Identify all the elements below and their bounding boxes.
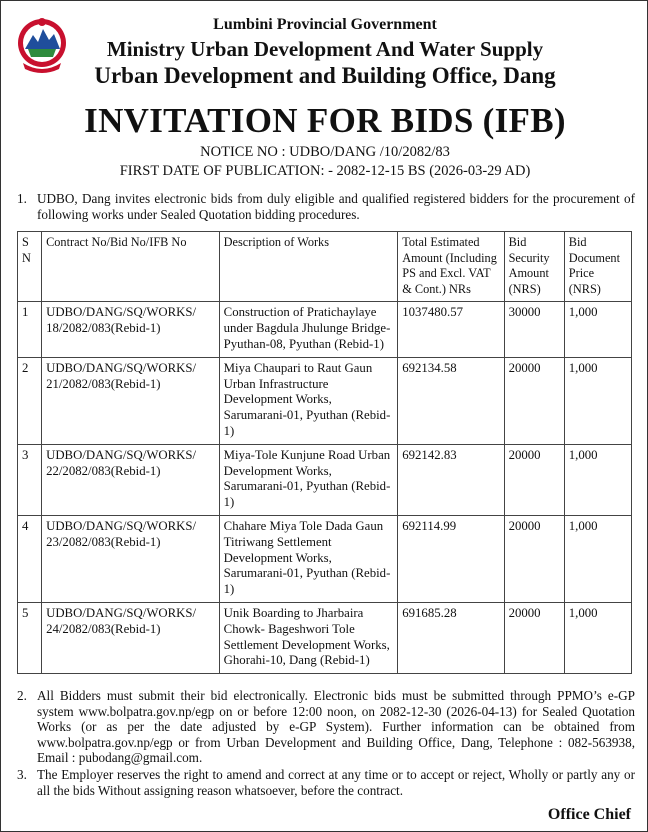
cell-sn: 4 [18, 515, 42, 602]
cell-description: Miya-Tole Kunjune Road Urban Development Works, Sarumarani-01, Pyuthan (Rebid-1) [219, 444, 398, 515]
header-amount: Total Estimated Amount (Including PS and Excl. VAT & Cont.) NRs [398, 232, 504, 302]
paragraph-text: The Employer reserves the right to amend and correct at any time or to accept or reject, Wholly or partly any or all the bids Without assigning reason whatsoever, before the contract. [37, 767, 635, 798]
table-header-row [18, 232, 632, 302]
header-document: Bid Document Price (NRS) [564, 232, 631, 302]
cell-contract: UDBO/DANG/SQ/WORKS/ 21/2082/083(Rebid-1) [42, 357, 220, 444]
table-row [18, 515, 632, 602]
table-row [18, 302, 632, 357]
paragraph-number: 2. [17, 688, 27, 703]
cell-document: 1,000 [564, 444, 631, 515]
cell-amount: 1037480.57 [398, 302, 504, 357]
notice-number: NOTICE NO : UDBO/DANG /10/2082/83 [200, 144, 450, 160]
cell-sn: 5 [18, 602, 42, 673]
cell-sn: 1 [18, 302, 42, 357]
header-security: Bid Security Amount (NRS) [504, 232, 564, 302]
cell-contract: UDBO/DANG/SQ/WORKS/ 18/2082/083(Rebid-1) [42, 302, 220, 357]
cell-description: Miya Chaupari to Raut Gaun Urban Infrastructure Development Works, Sarumarani-01, Pyuthan (Rebid-1) [219, 357, 398, 444]
cell-amount: 692114.99 [398, 515, 504, 602]
cell-amount: 692142.83 [398, 444, 504, 515]
paragraph-number: 1. [17, 191, 27, 206]
table-row [18, 357, 632, 444]
cell-amount: 692134.58 [398, 357, 504, 444]
paragraph-number: 3. [17, 767, 27, 782]
table-row [18, 444, 632, 515]
cell-amount: 691685.28 [398, 602, 504, 673]
cell-contract: UDBO/DANG/SQ/WORKS/ 23/2082/083(Rebid-1) [42, 515, 220, 602]
cell-document: 1,000 [564, 602, 631, 673]
cell-document: 1,000 [564, 357, 631, 444]
signature: Office Chief [547, 806, 631, 823]
paragraph-3 [17, 767, 635, 798]
government-name: Lumbini Provincial Government [213, 16, 437, 33]
bids-table [17, 231, 632, 674]
cell-security: 30000 [504, 302, 564, 357]
cell-sn: 3 [18, 444, 42, 515]
office-name: Urban Development and Building Office, Dang [94, 63, 556, 88]
cell-security: 20000 [504, 357, 564, 444]
cell-security: 20000 [504, 602, 564, 673]
paragraph-2 [17, 688, 635, 766]
cell-document: 1,000 [564, 302, 631, 357]
paragraph-1 [17, 191, 635, 222]
cell-security: 20000 [504, 515, 564, 602]
cell-contract: UDBO/DANG/SQ/WORKS/ 22/2082/083(Rebid-1) [42, 444, 220, 515]
paragraph-text: All Bidders must submit their bid electronically. Electronic bids must be submitted through PPMO’s e-GP system www.bolpatra.gov.np/egp on or before 12:00 noon, on 2082-12-30 (2026-04-13) for Sealed Quotation Works (or as per the date adjusted by e-GP System). Further information can be obtained from www.bolpatra.gov.np/egp or from Urban Development and Building Office, Dang, Telephone : 082-563938, Email : pubodang@gmail.com. [37, 688, 635, 766]
page-title: INVITATION FOR BIDS (IFB) [84, 101, 566, 140]
header-sn: S N [18, 232, 42, 302]
cell-description: Construction of Pratichaylaye under Bagdula Jhulunge Bridge-Pyuthan-08, Pyuthan (Rebid-1) [219, 302, 398, 357]
cell-security: 20000 [504, 444, 564, 515]
publication-date: FIRST DATE OF PUBLICATION: - 2082-12-15 BS (2026-03-29 AD) [119, 163, 531, 179]
cell-description: Chahare Miya Tole Dada Gaun Titriwang Settlement Development Works, Sarumarani-01, Pyuthan (Rebid-1) [219, 515, 398, 602]
cell-sn: 2 [18, 357, 42, 444]
table-row [18, 602, 632, 673]
cell-description: Unik Boarding to Jharbaira Chowk- Bageshwori Tole Settlement Development Works, Ghorahi-10, Dang (Rebid-1) [219, 602, 398, 673]
header-contract: Contract No/Bid No/IFB No [42, 232, 220, 302]
header-description: Description of Works [219, 232, 398, 302]
ministry-name: Ministry Urban Development And Water Supply [106, 37, 544, 61]
paragraph-text: UDBO, Dang invites electronic bids from duly eligible and qualified registered bidders for the procurement of following works under Sealed Quotation bidding procedures. [37, 191, 635, 222]
cell-contract: UDBO/DANG/SQ/WORKS/ 24/2082/083(Rebid-1) [42, 602, 220, 673]
cell-document: 1,000 [564, 515, 631, 602]
